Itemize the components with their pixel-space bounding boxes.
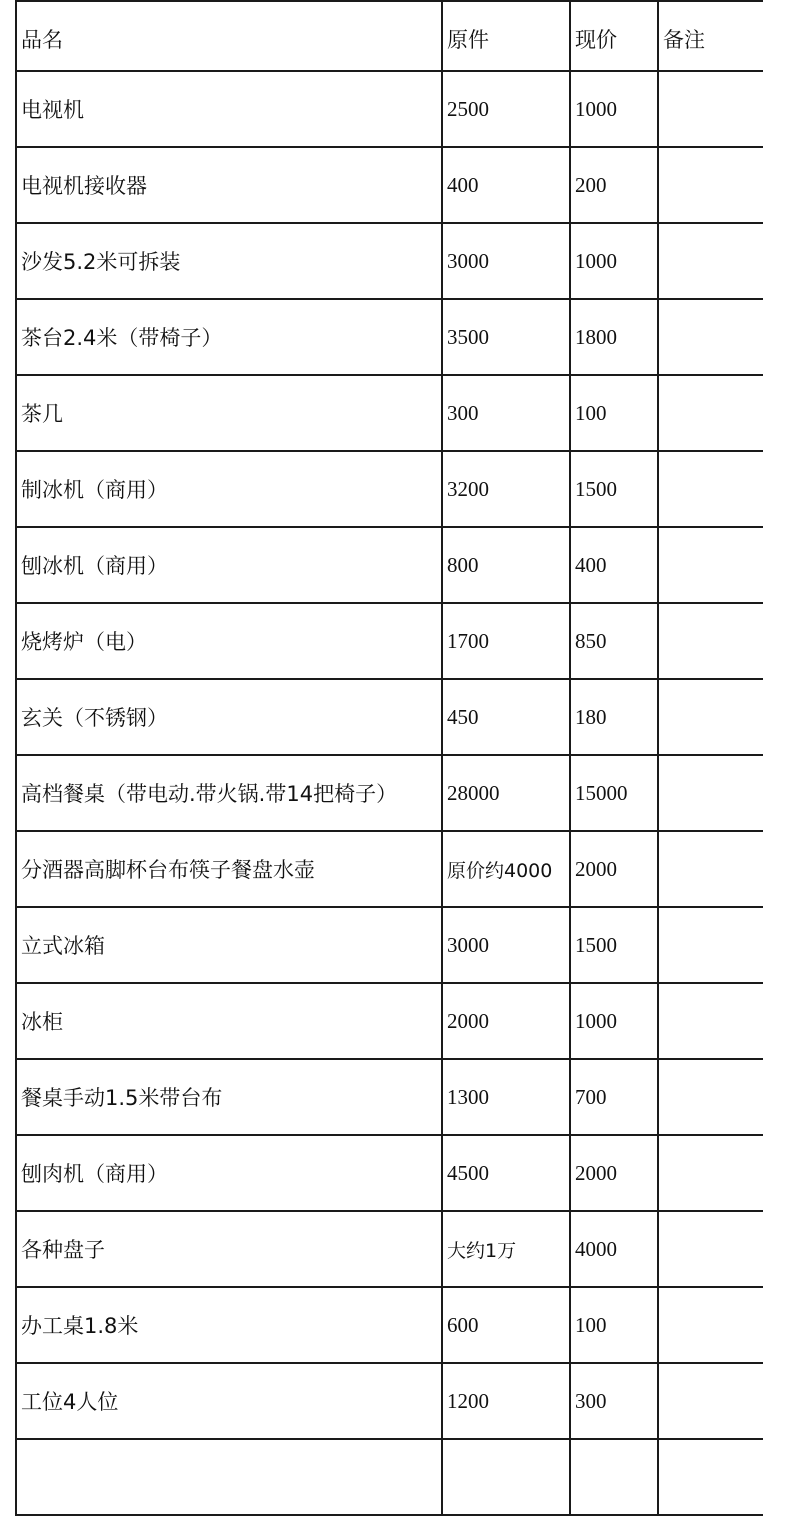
item-note bbox=[658, 451, 763, 527]
table-row bbox=[16, 831, 763, 907]
item-original-price: 3500 bbox=[442, 299, 570, 375]
item-original-price: 28000 bbox=[442, 755, 570, 831]
item-name: 电视机 bbox=[16, 71, 442, 147]
item-note bbox=[658, 1135, 763, 1211]
item-current-price: 180 bbox=[570, 679, 658, 755]
header-row bbox=[16, 1, 763, 71]
table-row bbox=[16, 983, 763, 1059]
item-original-price: 1300 bbox=[442, 1059, 570, 1135]
item-name: 工位4人位 bbox=[16, 1363, 442, 1439]
item-name: 分酒器高脚杯台布筷子餐盘水壶 bbox=[16, 831, 442, 907]
item-note bbox=[658, 1059, 763, 1135]
price-table bbox=[15, 0, 763, 1516]
item-name: 立式冰箱 bbox=[16, 907, 442, 983]
item-name: 烧烤炉（电） bbox=[16, 603, 442, 679]
table-row bbox=[16, 907, 763, 983]
item-current-price: 15000 bbox=[570, 755, 658, 831]
item-original-price: 800 bbox=[442, 527, 570, 603]
item-current-price: 850 bbox=[570, 603, 658, 679]
table-row bbox=[16, 1211, 763, 1287]
item-original-price: 2000 bbox=[442, 983, 570, 1059]
item-current-price: 400 bbox=[570, 527, 658, 603]
item-name: 电视机接收器 bbox=[16, 147, 442, 223]
item-name: 冰柜 bbox=[16, 983, 442, 1059]
table-row bbox=[16, 147, 763, 223]
item-name: 办工桌1.8米 bbox=[16, 1287, 442, 1363]
item-note bbox=[658, 527, 763, 603]
item-note bbox=[658, 907, 763, 983]
item-note bbox=[658, 1439, 763, 1515]
item-note bbox=[658, 223, 763, 299]
item-original-price: 400 bbox=[442, 147, 570, 223]
header-name: 品名 bbox=[16, 1, 442, 71]
item-note bbox=[658, 299, 763, 375]
table-row bbox=[16, 1059, 763, 1135]
table-row bbox=[16, 299, 763, 375]
table-row bbox=[16, 1287, 763, 1363]
table-row bbox=[16, 527, 763, 603]
table-row bbox=[16, 223, 763, 299]
item-note bbox=[658, 147, 763, 223]
item-current-price: 700 bbox=[570, 1059, 658, 1135]
item-original-price: 2500 bbox=[442, 71, 570, 147]
item-name: 餐桌手动1.5米带台布 bbox=[16, 1059, 442, 1135]
item-note bbox=[658, 983, 763, 1059]
item-name: 茶几 bbox=[16, 375, 442, 451]
item-note bbox=[658, 755, 763, 831]
table-row bbox=[16, 71, 763, 147]
header-current-price: 现价 bbox=[570, 1, 658, 71]
item-name: 沙发5.2米可拆装 bbox=[16, 223, 442, 299]
item-current-price: 1500 bbox=[570, 451, 658, 527]
table-row bbox=[16, 1363, 763, 1439]
item-name bbox=[16, 1439, 442, 1515]
item-current-price: 1500 bbox=[570, 907, 658, 983]
item-original-price: 600 bbox=[442, 1287, 570, 1363]
item-current-price bbox=[570, 1439, 658, 1515]
item-note bbox=[658, 603, 763, 679]
table-row bbox=[16, 375, 763, 451]
header-note: 备注 bbox=[658, 1, 763, 71]
item-name: 刨肉机（商用） bbox=[16, 1135, 442, 1211]
item-current-price: 200 bbox=[570, 147, 658, 223]
item-note bbox=[658, 1287, 763, 1363]
item-name: 各种盘子 bbox=[16, 1211, 442, 1287]
item-note bbox=[658, 1363, 763, 1439]
item-original-price: 450 bbox=[442, 679, 570, 755]
item-name: 制冰机（商用） bbox=[16, 451, 442, 527]
item-name: 茶台2.4米（带椅子） bbox=[16, 299, 442, 375]
item-note bbox=[658, 71, 763, 147]
item-current-price: 2000 bbox=[570, 1135, 658, 1211]
item-original-price: 3000 bbox=[442, 223, 570, 299]
table-row bbox=[16, 1135, 763, 1211]
item-original-price: 1700 bbox=[442, 603, 570, 679]
item-original-price: 300 bbox=[442, 375, 570, 451]
table-row-partial bbox=[16, 1439, 763, 1515]
item-name: 玄关（不锈钢） bbox=[16, 679, 442, 755]
item-original-price: 大约1万 bbox=[442, 1211, 570, 1287]
item-note bbox=[658, 375, 763, 451]
item-original-price bbox=[442, 1439, 570, 1515]
table-row bbox=[16, 451, 763, 527]
table-row bbox=[16, 679, 763, 755]
item-current-price: 2000 bbox=[570, 831, 658, 907]
item-note bbox=[658, 679, 763, 755]
header-original-price: 原件 bbox=[442, 1, 570, 71]
table-row bbox=[16, 755, 763, 831]
item-original-price: 3200 bbox=[442, 451, 570, 527]
item-original-price: 1200 bbox=[442, 1363, 570, 1439]
item-original-price: 原价约4000 bbox=[442, 831, 570, 907]
item-current-price: 300 bbox=[570, 1363, 658, 1439]
item-current-price: 4000 bbox=[570, 1211, 658, 1287]
price-list-sheet bbox=[15, 0, 763, 1516]
item-note bbox=[658, 831, 763, 907]
item-current-price: 1000 bbox=[570, 983, 658, 1059]
item-current-price: 1000 bbox=[570, 71, 658, 147]
table-row bbox=[16, 603, 763, 679]
item-original-price: 4500 bbox=[442, 1135, 570, 1211]
item-name: 刨冰机（商用） bbox=[16, 527, 442, 603]
item-name: 高档餐桌（带电动.带火锅.带14把椅子） bbox=[16, 755, 442, 831]
item-note bbox=[658, 1211, 763, 1287]
item-current-price: 100 bbox=[570, 1287, 658, 1363]
item-current-price: 1000 bbox=[570, 223, 658, 299]
item-current-price: 100 bbox=[570, 375, 658, 451]
item-current-price: 1800 bbox=[570, 299, 658, 375]
item-original-price: 3000 bbox=[442, 907, 570, 983]
